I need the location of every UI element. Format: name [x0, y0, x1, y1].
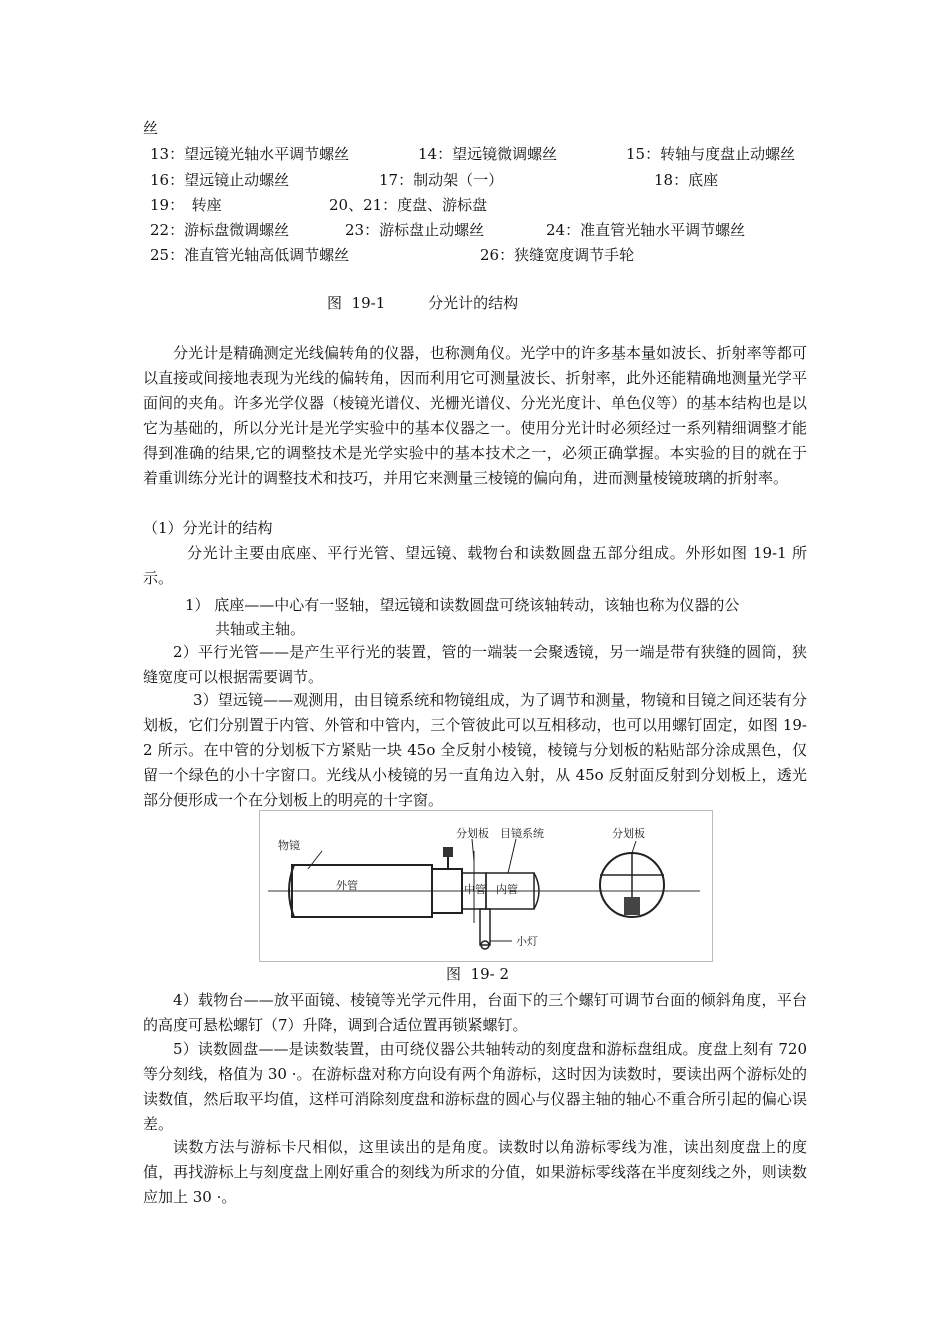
legend-item: 14：望远镜微调螺丝 — [418, 145, 558, 163]
section-heading: （1）分光计的结构 — [143, 519, 273, 537]
item-base-cont: 共轴或主轴。 — [215, 620, 306, 638]
legend-item: 13：望远镜光轴水平调节螺丝 — [150, 145, 350, 163]
label-reticle: 分划板 — [456, 827, 489, 840]
paragraph-intro: 分光计是精确测定光线偏转角的仪器，也称测角仪。光学中的许多基本量如波长、折射率等都可以直接或间接地表现为光线的偏转角，因而利用它可测量波长、折射率，此外还能精确地测量光学平面间的夹角。许多光学仪器（棱镜光谱仪、光栅光谱仪、分光光度计、单色仪等）的基本结构也是以它为基础的，所以分光计是光学实验中的基本仪器之一。使用分光计时必须经过一系列精细调整才能得到准确的结果,它的调整技术是光学实验中的基本技术之一，必须正确掌握。本实验的目的就在于着重训练分光计的调整技术和技巧，并用它来测量三棱镜的偏向角，进而测量棱镜玻璃的折射率。 — [143, 344, 807, 487]
label-reticle-view: 分划板 — [612, 827, 645, 840]
item-telescope: 3）望远镜——观测用，由目镜系统和物镜组成，为了调节和测量，物镜和目镜之间还装有分划板，它们分别置于内管、外管和中管内，三个管彼此可以互相移动，也可以用螺钉固定，如图 19-2 所示。在中管的分划板下方紧贴一块 45o 全反射小棱镜，棱镜与分划板的粘贴部分涂成黑色，仅留一个绿色的小十字窗口。光线从小棱镜的另一直角边入射，从 45o 反射面反射到分划板上，透光部分便形成一个在分划板上的明亮的十字窗。 — [143, 691, 807, 809]
telescope-diagram — [260, 811, 712, 961]
legend-item: 17：制动架（一） — [379, 171, 504, 189]
label-objective: 物镜 — [278, 839, 300, 852]
item-base: 1） 底座——中心有一竖轴，望远镜和读数圆盘可绕该轴转动，该轴也称为仪器的公 — [185, 596, 740, 614]
legend-item: 22：游标盘微调螺丝 — [150, 221, 290, 239]
legend-item: 16：望远镜止动螺丝 — [150, 171, 290, 189]
figure-caption-19-1: 图 19-1 分光计的结构 — [327, 294, 519, 312]
label-lamp: 小灯 — [516, 935, 538, 948]
item-collimator: 2）平行光管——是产生平行光的装置，管的一端装一会聚透镜，另一端是带有狭缝的圆筒，狭缝宽度可以根据需要调节。 — [143, 643, 807, 686]
legend-item: 25：准直管光轴高低调节螺丝 — [150, 246, 350, 264]
legend-item: 15：转轴与度盘止动螺丝 — [626, 145, 796, 163]
legend-item: 24：准直管光轴水平调节螺丝 — [546, 221, 746, 239]
label-eyepiece-system: 目镜系统 — [500, 827, 544, 840]
legend-item: 20、21：度盘、游标盘 — [329, 196, 488, 214]
paragraph-reading-method: 读数方法与游标卡尺相似，这里读出的是角度。读数时以角游标零线为准，读出刻度盘上的度值，再找游标上与刻度盘上刚好重合的刻线为所求的分值，如果游标零线落在半度刻线之外，则读数应加上 30 ·。 — [143, 1138, 807, 1206]
label-outer-tube: 外管 — [336, 879, 358, 892]
item-stage: 4）载物台——放平面镜、棱镜等光学元件用，台面下的三个螺钉可调节台面的倾斜角度，平台的高度可悬松螺钉（7）升降，调到合适位置再锁紧螺钉。 — [143, 991, 807, 1034]
paragraph-structure: 分光计主要由底座、平行光管、望远镜、载物台和读数圆盘五部分组成。外形如图 19-1 所示。 — [143, 544, 807, 587]
legend-item: 19： 转座 — [150, 196, 222, 214]
item-reading-disk: 5）读数圆盘——是读数装置，由可绕仪器公共轴转动的刻度盘和游标盘组成。度盘上刻有 720 等分刻线，格值为 30 ·。在游标盘对称方向设有两个角游标，这时因为读数时，要读出两个游标处的读数值，然后取平均值，这样可消除刻度盘和游标盘的圆心与仪器主轴的轴心不重合所引起的偏心误差。 — [143, 1040, 807, 1133]
legend-line-0: 丝 — [143, 119, 159, 137]
label-inner-tube: 内管 — [496, 883, 518, 896]
legend-item: 23：游标盘止动螺丝 — [345, 221, 485, 239]
legend-item: 26：狭缝宽度调节手轮 — [480, 246, 635, 264]
legend-item: 18：底座 — [654, 171, 719, 189]
label-middle-tube: 中管 — [464, 883, 486, 896]
figure-19-2 — [259, 810, 713, 962]
figure-caption-19-2: 图 19- 2 — [446, 965, 510, 983]
